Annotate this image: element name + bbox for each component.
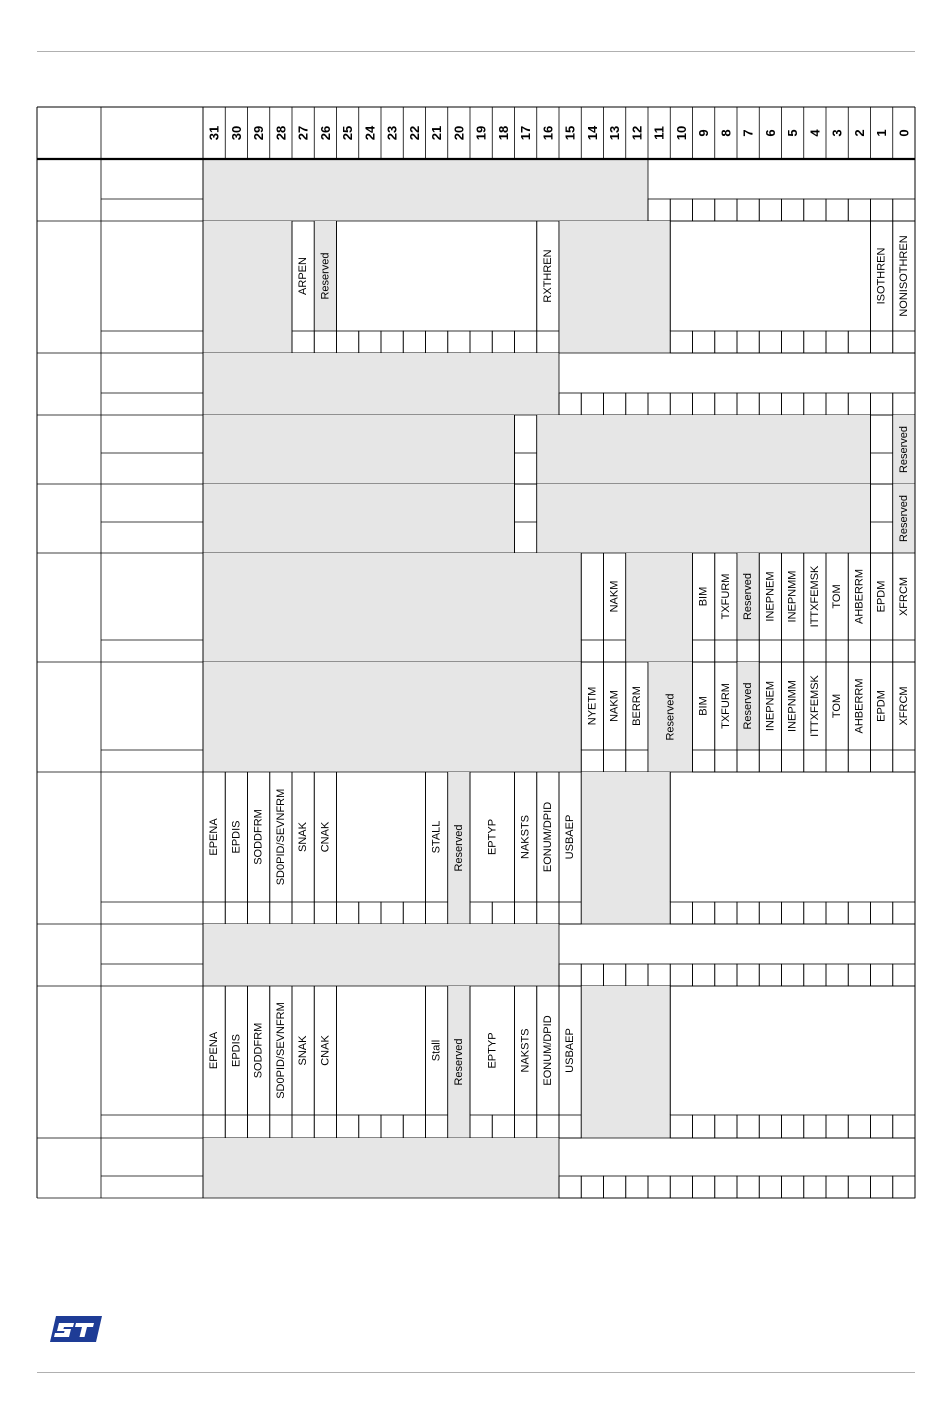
- bit-number: 21: [429, 125, 445, 141]
- reset-value-cell: [492, 902, 514, 924]
- reset-value-cell: [292, 902, 314, 924]
- reset-value-cell: [604, 750, 626, 772]
- field-label: TXFURM: [719, 683, 732, 729]
- reset-value-cell: [848, 393, 870, 415]
- reset-value-cell: [804, 1176, 826, 1198]
- reset-value-cell: [670, 902, 692, 924]
- reset-value-cell: [737, 964, 759, 986]
- reset-value-cell: [871, 453, 893, 484]
- reset-value-cell: [203, 902, 225, 924]
- reset-value-cell: [804, 640, 826, 662]
- reset-value-cell: [782, 199, 804, 221]
- reset-value-cell: [648, 1176, 670, 1198]
- reset-value-cell: [759, 1176, 781, 1198]
- bit-number: 4: [807, 129, 823, 137]
- reset-value-cell: [804, 331, 826, 353]
- field-label: CNAK: [319, 1035, 332, 1066]
- field-label: SNAK: [297, 1035, 310, 1066]
- field-label: INEPNMM: [786, 570, 799, 623]
- bit-number: 13: [607, 125, 623, 141]
- reset-value-cell: [604, 1176, 626, 1198]
- reset-value-cell: [559, 393, 581, 415]
- reset-value-cell: [626, 964, 648, 986]
- field-label: Reserved: [452, 1038, 465, 1086]
- reset-value-cell: [515, 902, 537, 924]
- reset-value-cell: [848, 640, 870, 662]
- reset-value-cell: [381, 1115, 403, 1138]
- reset-value-cell: [848, 1115, 870, 1138]
- reset-value-cell: [403, 902, 425, 924]
- reset-value-cell: [893, 750, 915, 772]
- reset-value-cell: [737, 1176, 759, 1198]
- reset-value-cell: [759, 750, 781, 772]
- reset-value-cell: [581, 964, 603, 986]
- reset-value-cell: [804, 750, 826, 772]
- reset-value-cell: [826, 902, 848, 924]
- reset-value-cell: [648, 199, 670, 221]
- field-label: EPDM: [875, 580, 888, 613]
- bit-number: 29: [251, 125, 267, 141]
- field-label: USBAEP: [564, 814, 577, 860]
- reset-value-cell: [581, 1176, 603, 1198]
- field-label: EPDIS: [230, 1033, 243, 1068]
- reset-value-cell: [782, 1115, 804, 1138]
- reset-value-cell: [715, 902, 737, 924]
- field-label: BERRM: [630, 686, 643, 726]
- field-label: EPDIS: [230, 820, 243, 854]
- reserved-field-shade: [581, 986, 670, 1138]
- field-label: INEPNEM: [764, 680, 777, 732]
- field-label: EPDM: [875, 690, 888, 722]
- reset-value-cell: [782, 640, 804, 662]
- reset-value-cell: [693, 199, 715, 221]
- reset-value-cell: [826, 199, 848, 221]
- field-label: AHBERRM: [853, 678, 866, 734]
- reset-value-cell: [715, 640, 737, 662]
- reset-value-cell: [670, 1176, 692, 1198]
- field-label: NAKM: [608, 580, 621, 613]
- reset-value-cell: [693, 640, 715, 662]
- reset-value-cell: [626, 393, 648, 415]
- reset-value-cell: [559, 902, 581, 924]
- field-label: EONUM/DPID: [541, 1015, 554, 1086]
- bit-number: 3: [829, 129, 845, 137]
- bit-number: 6: [762, 129, 778, 137]
- bit-number: 18: [495, 125, 511, 141]
- field-label: RXTHREN: [541, 249, 554, 303]
- reset-value-cell: [782, 393, 804, 415]
- bit-number: 28: [273, 125, 289, 141]
- reset-value-cell: [759, 1115, 781, 1138]
- field-label: SODDFRM: [252, 1022, 265, 1079]
- reset-value-cell: [648, 393, 670, 415]
- reset-value-cell: [559, 964, 581, 986]
- reset-value-cell: [470, 331, 492, 353]
- reset-value-cell: [893, 393, 915, 415]
- reset-value-cell: [715, 199, 737, 221]
- reset-value-cell: [670, 331, 692, 353]
- reset-value-cell: [225, 902, 247, 924]
- field-label: INEPNEM: [764, 571, 777, 622]
- field-label: Reserved: [897, 494, 910, 543]
- reset-value-cell: [670, 393, 692, 415]
- reset-value-cell: [715, 331, 737, 353]
- reset-value-cell: [826, 1176, 848, 1198]
- bit-number: 26: [317, 125, 333, 141]
- field-label: BIM: [697, 696, 710, 716]
- reset-value-cell: [693, 1115, 715, 1138]
- reset-value-cell: [403, 1115, 425, 1138]
- reset-value-cell: [871, 393, 893, 415]
- field-label: XFRCM: [897, 576, 910, 617]
- reserved-field-shade: [203, 1138, 559, 1198]
- reset-value-cell: [804, 393, 826, 415]
- reserved-field-shade: [581, 772, 670, 924]
- field-label: EPENA: [208, 1031, 221, 1070]
- reset-value-cell: [826, 331, 848, 353]
- reset-value-cell: [804, 902, 826, 924]
- field-label: Reserved: [742, 572, 755, 621]
- reserved-field-shade: [203, 221, 292, 353]
- reset-value-cell: [693, 331, 715, 353]
- field-label: ARPEN: [297, 257, 310, 295]
- reserved-field-shade: [203, 159, 648, 221]
- reset-value-cell: [581, 393, 603, 415]
- field-label: ITTXFEMSK: [808, 565, 821, 628]
- field-label: SD0PID/SEVNFRM: [274, 788, 287, 886]
- reset-value-cell: [893, 1176, 915, 1198]
- reset-value-cell: [292, 331, 314, 353]
- bit-number: 17: [518, 125, 534, 141]
- reset-value-cell: [693, 1176, 715, 1198]
- bit-number: 5: [785, 129, 801, 137]
- reset-value-cell: [871, 522, 893, 553]
- reset-value-cell: [759, 331, 781, 353]
- bit-number: 16: [540, 125, 556, 141]
- field-label: TXFURM: [719, 573, 732, 620]
- reserved-field-shade: [203, 415, 515, 484]
- bit-number: 10: [673, 125, 689, 141]
- reset-value-cell: [826, 964, 848, 986]
- field-label: NAKSTS: [519, 1028, 532, 1073]
- field-label: Reserved: [742, 682, 755, 730]
- reset-value-cell: [492, 1115, 514, 1138]
- reset-value-cell: [693, 902, 715, 924]
- bit-number: 31: [206, 125, 222, 141]
- reserved-field-shade: [203, 924, 559, 986]
- field-label: NAKM: [608, 690, 621, 722]
- reset-value-cell: [826, 393, 848, 415]
- reset-value-cell: [626, 1176, 648, 1198]
- reset-value-cell: [359, 902, 381, 924]
- reset-value-cell: [693, 964, 715, 986]
- reset-value-cell: [871, 199, 893, 221]
- reset-value-cell: [737, 331, 759, 353]
- reset-value-cell: [893, 640, 915, 662]
- reset-value-cell: [715, 1176, 737, 1198]
- bit-number: 12: [629, 125, 645, 141]
- reset-value-cell: [581, 750, 603, 772]
- field-label: AHBERRM: [853, 568, 866, 625]
- reset-value-cell: [381, 331, 403, 353]
- reserved-field-shade: [203, 662, 581, 772]
- reset-value-cell: [203, 1115, 225, 1138]
- reset-value-cell: [782, 331, 804, 353]
- bit-number: 1: [874, 129, 890, 137]
- reset-value-cell: [737, 750, 759, 772]
- field-label: SD0PID/SEVNFRM: [274, 1002, 287, 1099]
- reserved-field-shade: [537, 484, 871, 553]
- reset-value-cell: [248, 902, 270, 924]
- reset-value-cell: [871, 902, 893, 924]
- reset-value-cell: [848, 964, 870, 986]
- field-label: STALL: [430, 820, 443, 854]
- reserved-field-shade: [203, 553, 581, 662]
- reset-value-cell: [759, 964, 781, 986]
- reset-value-cell: [893, 199, 915, 221]
- reset-value-cell: [604, 640, 626, 662]
- reset-value-cell: [670, 964, 692, 986]
- reset-value-cell: [337, 902, 359, 924]
- reset-value-cell: [737, 1115, 759, 1138]
- reset-value-cell: [470, 902, 492, 924]
- reset-value-cell: [804, 964, 826, 986]
- reset-value-cell: [893, 902, 915, 924]
- reset-value-cell: [804, 199, 826, 221]
- reset-value-cell: [782, 964, 804, 986]
- field-label: BIM: [697, 586, 710, 607]
- reset-value-cell: [359, 331, 381, 353]
- reset-value-cell: [337, 331, 359, 353]
- reset-value-cell: [559, 1115, 581, 1138]
- reset-value-cell: [804, 1115, 826, 1138]
- field-label: NAKSTS: [519, 814, 532, 860]
- bit-number: 22: [406, 125, 422, 141]
- reset-value-cell: [759, 199, 781, 221]
- field-label: SNAK: [297, 822, 310, 852]
- reset-value-cell: [893, 1115, 915, 1138]
- reset-value-cell: [826, 640, 848, 662]
- bit-number: 23: [384, 125, 400, 141]
- reserved-field-shade: [559, 221, 670, 353]
- reset-value-cell: [470, 1115, 492, 1138]
- reset-value-cell: [426, 1115, 448, 1138]
- reset-value-cell: [581, 640, 603, 662]
- field-label: INEPNMM: [786, 680, 799, 732]
- reset-value-cell: [604, 393, 626, 415]
- field-label: Reserved: [897, 425, 910, 474]
- bit-number: 0: [896, 129, 912, 137]
- reset-value-cell: [426, 902, 448, 924]
- field-label: Reserved: [452, 824, 465, 872]
- reset-value-cell: [871, 750, 893, 772]
- reset-value-cell: [737, 640, 759, 662]
- reset-value-cell: [848, 199, 870, 221]
- reset-value-cell: [670, 1115, 692, 1138]
- bit-number: 11: [651, 126, 667, 140]
- reset-value-cell: [381, 902, 403, 924]
- field-label: EPENA: [208, 818, 221, 856]
- reset-value-cell: [715, 1115, 737, 1138]
- field-label: SODDFRM: [252, 809, 265, 865]
- reserved-field-shade: [203, 484, 515, 553]
- reset-value-cell: [314, 1115, 336, 1138]
- reset-value-cell: [492, 331, 514, 353]
- reset-value-cell: [403, 331, 425, 353]
- reset-value-cell: [448, 331, 470, 353]
- reset-value-cell: [604, 964, 626, 986]
- reset-value-cell: [248, 1115, 270, 1138]
- reset-value-cell: [848, 331, 870, 353]
- reset-value-cell: [848, 750, 870, 772]
- field-label: ITTXFEMSK: [808, 675, 821, 737]
- field-label: Reserved: [319, 252, 332, 300]
- reset-value-cell: [515, 1115, 537, 1138]
- reset-value-cell: [426, 331, 448, 353]
- bit-number: 25: [340, 125, 356, 141]
- reset-value-cell: [871, 331, 893, 353]
- reserved-field-shade: [626, 553, 693, 662]
- bit-number: 19: [473, 125, 489, 141]
- field-label: ISOTHREN: [875, 247, 888, 305]
- reserved-field-shade: [203, 353, 559, 415]
- field-label: EONUM/DPID: [541, 801, 554, 873]
- footer-rule: [37, 1372, 915, 1373]
- reset-value-cell: [737, 393, 759, 415]
- reset-value-cell: [515, 453, 537, 484]
- reserved-field-shade: [537, 415, 871, 484]
- field-label: USBAEP: [564, 1028, 577, 1073]
- reset-value-cell: [225, 1115, 247, 1138]
- reset-value-cell: [782, 750, 804, 772]
- field-label: TOM: [831, 693, 844, 719]
- reset-value-cell: [515, 331, 537, 353]
- reset-value-cell: [693, 750, 715, 772]
- reset-value-cell: [737, 199, 759, 221]
- reset-value-cell: [270, 902, 292, 924]
- reset-value-cell: [537, 1115, 559, 1138]
- reset-value-cell: [893, 331, 915, 353]
- bit-number: 14: [584, 125, 600, 141]
- bit-number: 30: [228, 125, 244, 141]
- field-label: EPTYP: [486, 818, 499, 856]
- reset-value-cell: [626, 750, 648, 772]
- reset-value-cell: [759, 640, 781, 662]
- reset-value-cell: [871, 1115, 893, 1138]
- bit-number: 9: [696, 129, 712, 137]
- reset-value-cell: [871, 964, 893, 986]
- reset-value-cell: [648, 964, 670, 986]
- reset-value-cell: [893, 964, 915, 986]
- reset-value-cell: [715, 964, 737, 986]
- reset-value-cell: [270, 1115, 292, 1138]
- field-label: CNAK: [319, 821, 332, 853]
- bit-number: 20: [451, 125, 467, 141]
- reset-value-cell: [515, 522, 537, 553]
- reset-value-cell: [782, 1176, 804, 1198]
- reset-value-cell: [537, 331, 559, 353]
- bit-number: 7: [740, 129, 756, 137]
- reset-value-cell: [314, 331, 336, 353]
- field-label: XFRCM: [897, 686, 910, 726]
- reset-value-cell: [337, 1115, 359, 1138]
- field-label: NONISOTHREN: [897, 235, 910, 317]
- reset-value-cell: [359, 1115, 381, 1138]
- reset-value-cell: [759, 393, 781, 415]
- reset-value-cell: [848, 902, 870, 924]
- reset-value-cell: [670, 199, 692, 221]
- field-label: NYETM: [586, 686, 599, 726]
- reset-value-cell: [715, 393, 737, 415]
- reset-value-cell: [559, 1176, 581, 1198]
- reset-value-cell: [693, 393, 715, 415]
- reset-value-cell: [715, 750, 737, 772]
- st-logo: [44, 1314, 102, 1349]
- reset-value-cell: [826, 1115, 848, 1138]
- bit-number: 27: [295, 125, 311, 141]
- field-label: TOM: [831, 584, 844, 609]
- reset-value-cell: [871, 1176, 893, 1198]
- bit-number: 24: [362, 125, 378, 141]
- reset-value-cell: [871, 640, 893, 662]
- bit-number: 15: [562, 125, 578, 141]
- bit-number: 8: [718, 129, 734, 137]
- reset-value-cell: [537, 902, 559, 924]
- reset-value-cell: [848, 1176, 870, 1198]
- reset-value-cell: [826, 750, 848, 772]
- reset-value-cell: [737, 902, 759, 924]
- reset-value-cell: [314, 902, 336, 924]
- field-label: Stall: [430, 1039, 443, 1062]
- reset-value-cell: [292, 1115, 314, 1138]
- field-label: EPTYP: [486, 1032, 499, 1069]
- reset-value-cell: [782, 902, 804, 924]
- reset-value-cell: [759, 902, 781, 924]
- bit-number: 2: [851, 129, 867, 137]
- field-label: Reserved: [664, 693, 677, 741]
